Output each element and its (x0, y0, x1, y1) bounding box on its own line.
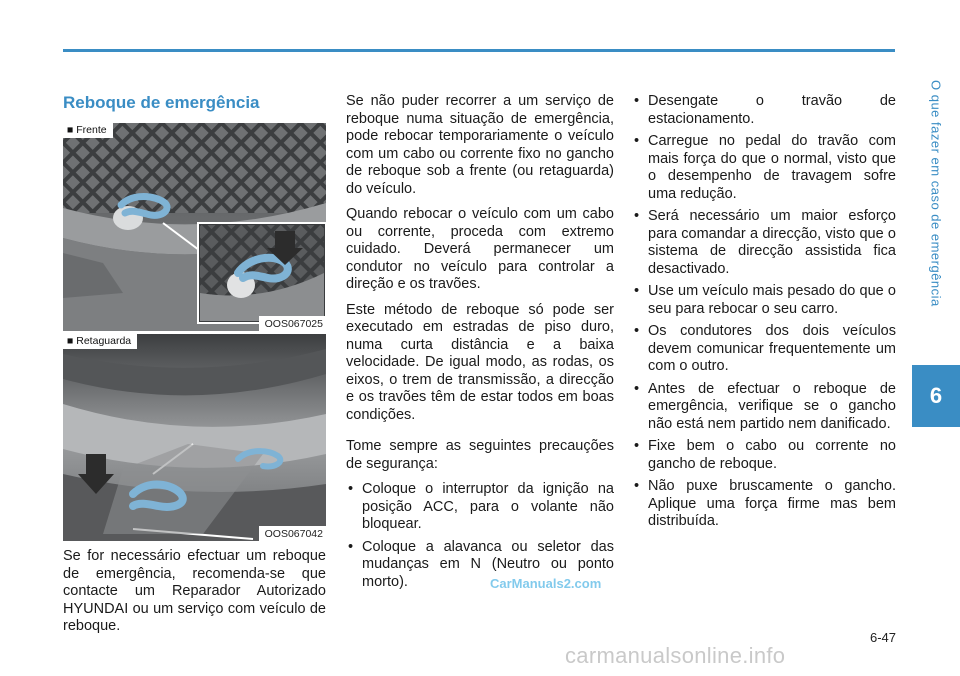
list-item: • Use um veículo mais pesado do que o seu para rebocar o seu carro. (632, 283, 896, 318)
towing-paragraph-3: Este método de reboque só pode ser executado em estradas de piso duro, numa curta distância e a baixa velocidade. De igual modo, as rodas, os eixos, o trem de transmissão, a direcção e os travões têm de estar todos em boas condições. (346, 301, 614, 423)
chapter-tab: 6 (912, 365, 960, 427)
chapter-title-text: O que fazer em caso de emergência (928, 80, 944, 307)
list-item: • Será necessário um maior esforço para comandar a direcção, visto que o sistema de direcção assistida fica desactivado. (632, 208, 896, 278)
list-item: • Não puxe bruscamente o gancho. Aplique uma força firme mas bem distribuída. (632, 478, 896, 531)
chapter-side-title (912, 80, 960, 380)
precautions-list-a (346, 481, 614, 591)
towing-paragraph-1: Se não puder recorrer a um serviço de reboque numa situação de emergência, pode rebocar temporariamente o veículo com um cabo ou corrente fixo no gancho de reboque sob a frente (ou retaguarda) do veículo. (346, 93, 614, 197)
footer-watermark: carmanualsonline.info (565, 643, 786, 668)
front-tow-hook-figure (63, 123, 326, 331)
list-item: • Antes de efectuar o reboque de emergência, verifique se o gancho não está nem partido nem danificado. (632, 381, 896, 434)
section-title: Reboque de emergência (63, 93, 260, 112)
list-item: • Coloque o interruptor da ignição na posição ACC, para o volante não bloquear. (346, 481, 614, 534)
list-item: • Fixe bem o cabo ou corrente no gancho de reboque. (632, 438, 896, 473)
list-item: • Os condutores dos dois veículos devem comunicar frequentemente um com o outro. (632, 323, 896, 376)
precautions-list-b (632, 93, 896, 531)
column-two (346, 93, 614, 596)
rear-bumper-illustration (63, 334, 326, 541)
list-item: • Desengate o travão de estacionamento. (632, 93, 896, 128)
page-number: 6-47 (869, 630, 896, 645)
rear-tow-hook-figure (63, 334, 326, 541)
inline-watermark: CarManuals2.com (490, 576, 602, 591)
header-rule (63, 49, 895, 52)
towing-paragraph-2: Quando rebocar o veículo com um cabo ou corrente, proceda com extremo cuidado. Deverá permanecer um condutor no veículo para controlar a direção e os travões. (346, 206, 614, 292)
front-bumper-illustration (63, 123, 326, 331)
column-three (632, 93, 896, 536)
rear-figure-code: OOS067042 (259, 526, 326, 541)
list-item: • Coloque a alavanca ou seletor das mudanças em N (Neutro ou ponto morto). (346, 539, 614, 592)
list-item: • Carregue no pedal do travão com mais força do que o normal, visto que o desempenho de travagem sofre uma redução. (632, 133, 896, 203)
front-figure-label: ■ Frente (63, 123, 113, 138)
precautions-intro: Tome sempre as seguintes precauções de segurança: (346, 438, 614, 472)
rear-figure-label: ■ Retaguarda (63, 334, 137, 349)
intro-paragraph: Se for necessário efectuar um reboque de emergência, recomenda-se que contacte um Reparador Autorizado HYUNDAI ou um serviço com veículo de reboque. (63, 548, 326, 634)
front-figure-code: OOS067025 (259, 316, 326, 331)
